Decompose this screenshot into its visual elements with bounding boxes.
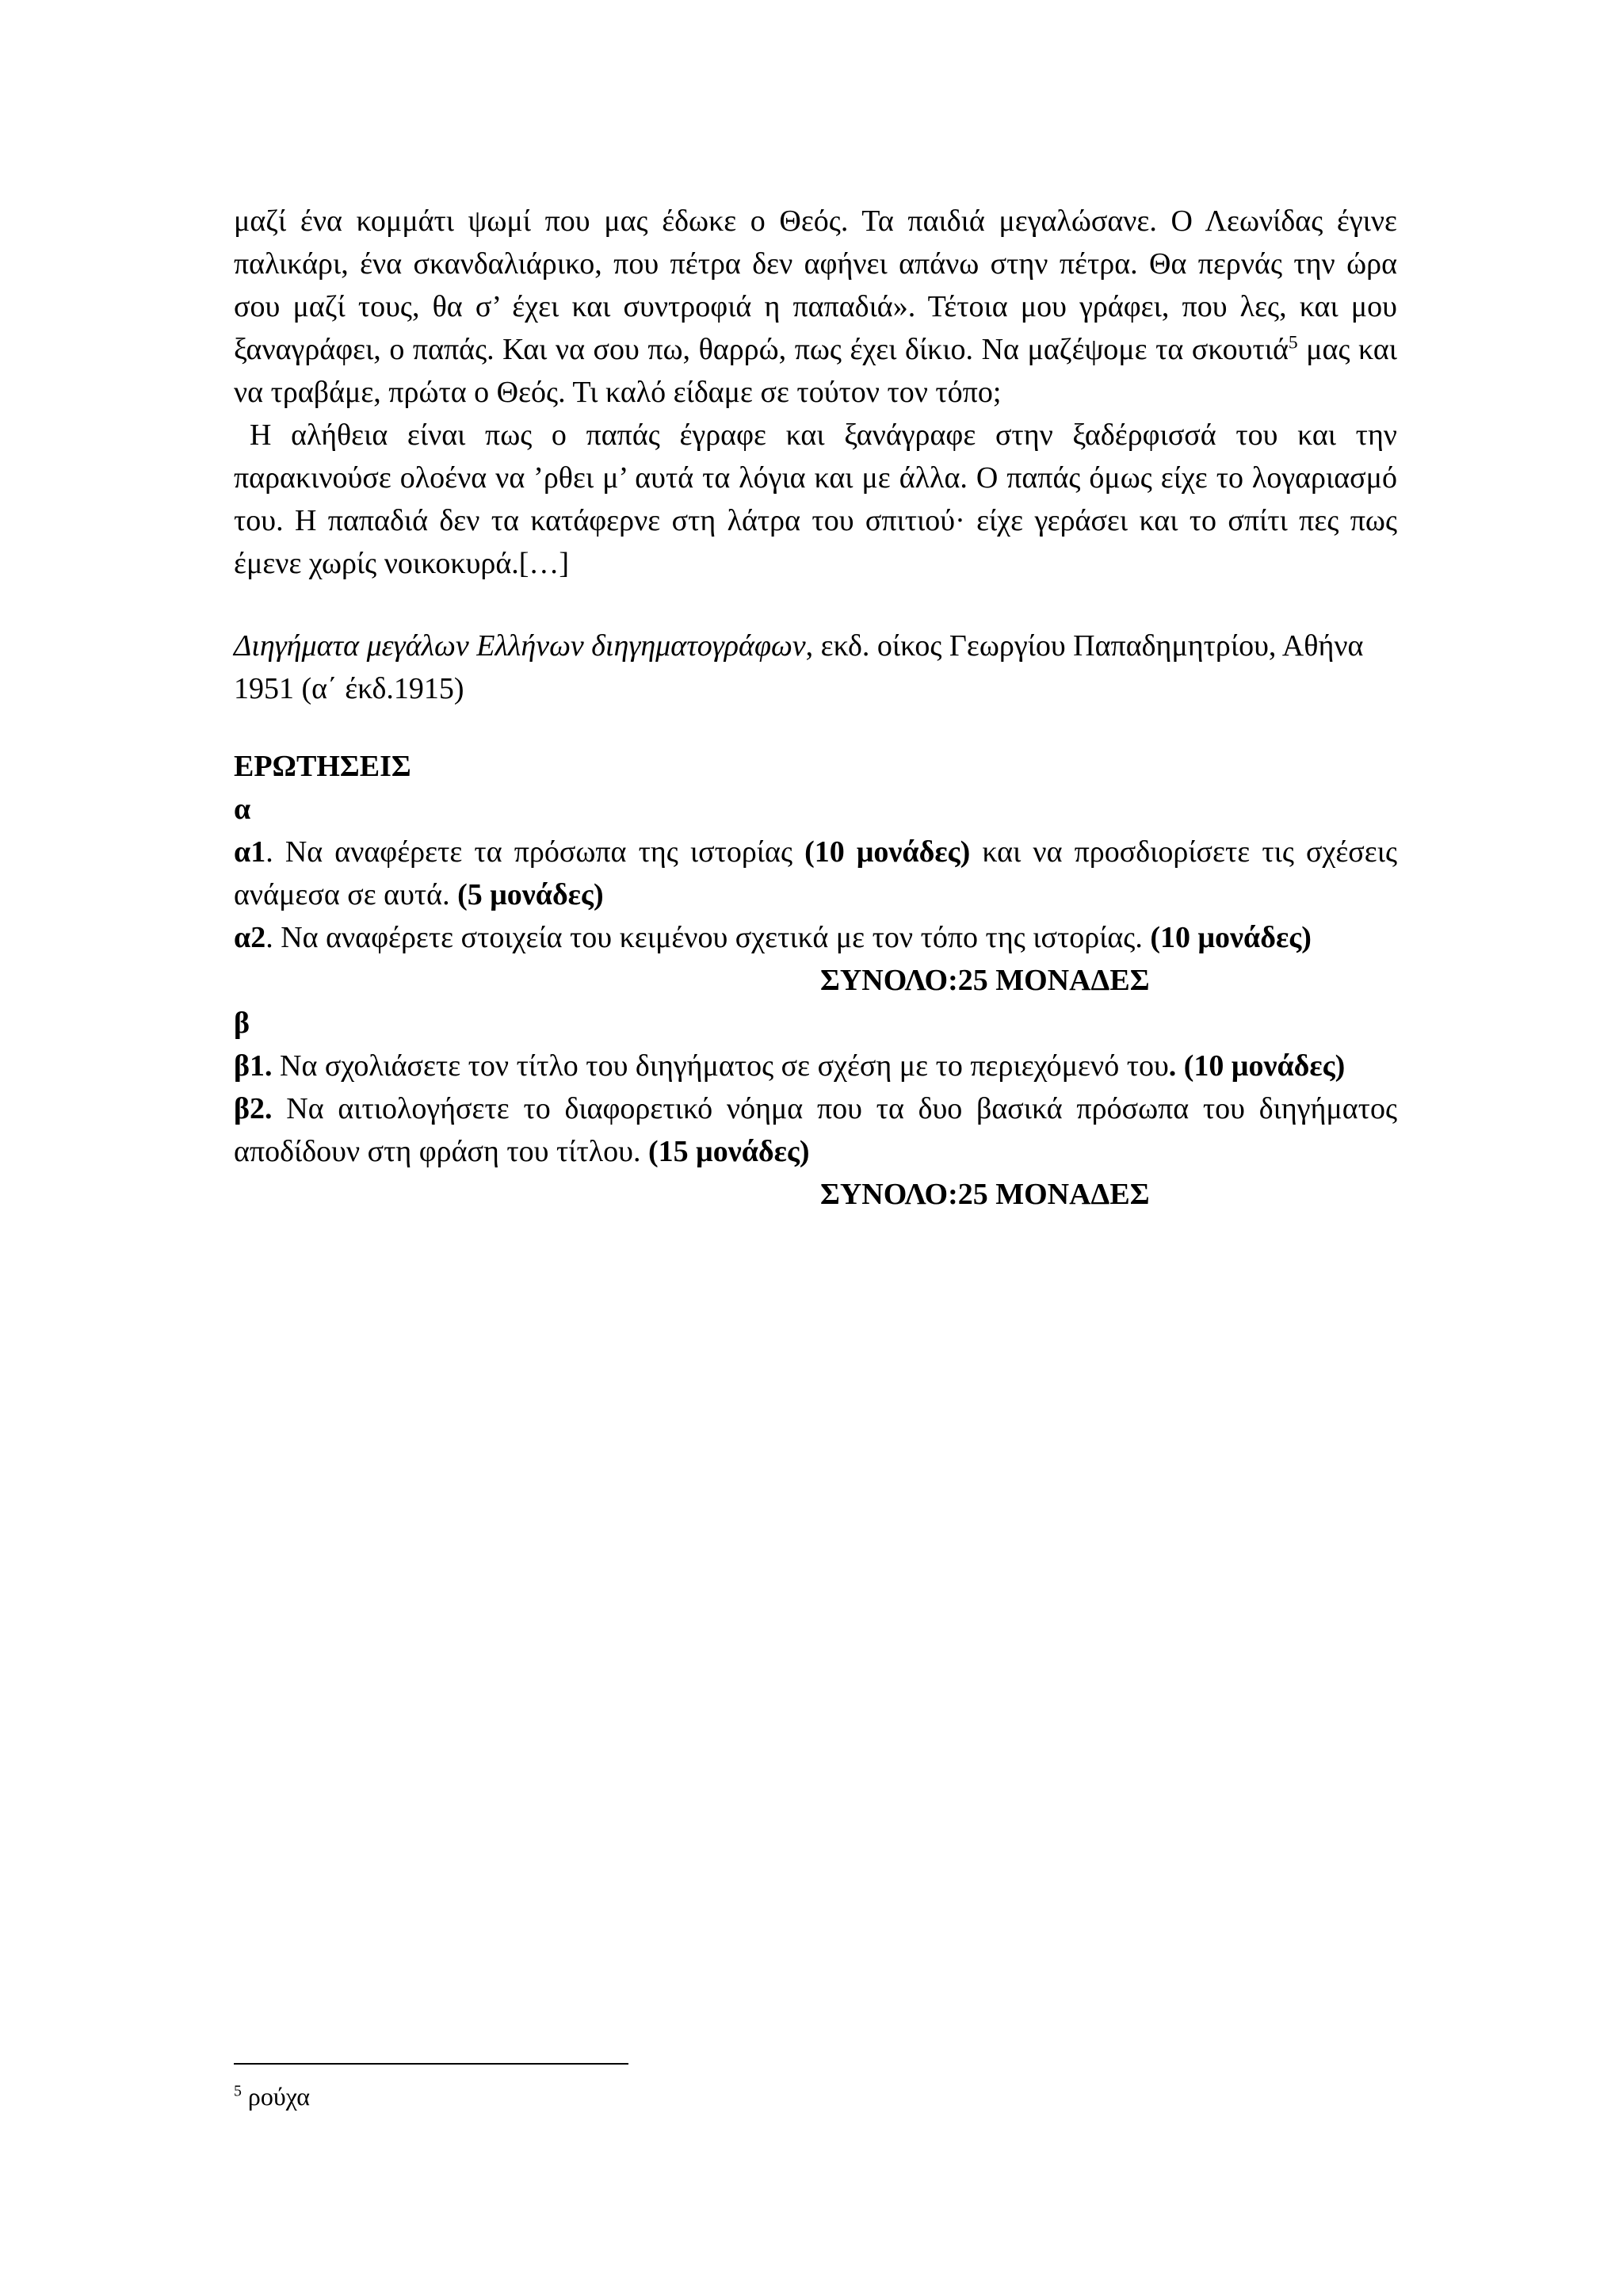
story-text: μαζί ένα κομμάτι ψωμί που μας έδωκε ο Θεός. Τα παιδιά μεγαλώσανε. Ο Λεωνίδας έγινε παλικάρι, ένα σκανδαλιάρικο, που πέτρα δεν αφήνει απάνω στην πέτρα. Θα περνάς την ώρα σου μαζί τους, θα σ’ έχει και συντροφιά η παπαδιά». Τέτοια μου γράφει, που λες, και μου ξαναγράφει, ο παπάς. Και να σου πω, θαρρώ, πως έχει δίκιο. Να μαζέψομε τα σκουτιά bbox=[234, 204, 1397, 366]
question-a2-points: (10 μονάδες) bbox=[1150, 921, 1312, 954]
section-b-label: β bbox=[234, 1007, 250, 1040]
footnote-separator bbox=[234, 2063, 628, 2065]
source-details: , εκδ. οίκος Γεωργίου Παπαδημητρίου, Αθήνα 1951 (α΄ έκδ.1915) bbox=[234, 629, 1364, 705]
footnote-text: ρούχα bbox=[241, 2082, 310, 2111]
story-paragraph-2: Η αλήθεια είναι πως ο παπάς έγραφε και ξανάγραφε στην ξαδέρφισσά του και την παρακινούσε ολοένα να ’ρθει μ’ αυτά τα λόγια και με άλλα. Ο παπάς όμως είχε το λογαριασμό του. Η παπαδιά δεν τα κατάφερνε στη λάτρα του σπιτιού· είχε γεράσει και το σπίτι πες πως έμενε χωρίς νοικοκυρά.[…] bbox=[234, 418, 1397, 580]
question-a1-id: α1 bbox=[234, 835, 266, 869]
question-a1 bbox=[234, 831, 1397, 916]
story-text-continued: μας και να τραβάμε, πρώτα ο Θεός. Τι καλό είδαμε σε τούτον τον τόπο; bbox=[234, 333, 1398, 409]
question-b2-text: Να αιτιολογήσετε το διαφορετικό νόημα που τα δυο βασικά πρόσωπα του διηγήματος αποδίδουν στη φράση του τίτλου. bbox=[234, 1092, 1397, 1168]
question-b2-id: β2. bbox=[234, 1092, 273, 1125]
source-citation bbox=[234, 625, 1397, 710]
footnote-mark: 5 bbox=[234, 2082, 242, 2100]
question-b1 bbox=[234, 1045, 1397, 1087]
story-paragraph-1 bbox=[234, 200, 1397, 414]
source-title: Διηγήματα μεγάλων Ελλήνων διηγηματογράφων bbox=[234, 629, 806, 663]
question-a2 bbox=[234, 916, 1397, 959]
question-b2-points: (15 μονάδες) bbox=[648, 1135, 810, 1168]
question-a2-id: α2 bbox=[234, 921, 266, 954]
page-content bbox=[234, 200, 1397, 1216]
question-b1-text: Να σχολιάσετε τον τίτλο του διηγήματος σε σχέση με το περιεχόμενό του bbox=[272, 1049, 1169, 1083]
footnote bbox=[234, 2080, 310, 2112]
question-b1-id: β1. bbox=[234, 1049, 273, 1083]
section-a-total: ΣΥΝΟΛΟ:25 ΜΟΝΑΔΕΣ bbox=[820, 964, 1150, 997]
section-b-total: ΣΥΝΟΛΟ:25 ΜΟΝΑΔΕΣ bbox=[820, 1178, 1150, 1211]
footnote-reference: 5 bbox=[1288, 332, 1298, 353]
question-b1-points: . (10 μονάδες) bbox=[1168, 1049, 1346, 1083]
questions-heading: ΕΡΩΤΗΣΕΙΣ bbox=[234, 750, 411, 783]
question-b2 bbox=[234, 1087, 1397, 1173]
question-a1-text: . Να αναφέρετε τα πρόσωπα της ιστορίας bbox=[265, 835, 805, 869]
question-a1-points-b: (5 μονάδες) bbox=[457, 878, 604, 911]
section-a-label: α bbox=[234, 793, 251, 826]
question-a1-points: (10 μονάδες) bbox=[804, 835, 971, 869]
question-a2-text: . Να αναφέρετε στοιχεία του κειμένου σχετικά με τον τόπο της ιστορίας. bbox=[265, 921, 1151, 954]
question-a1-text-b: και να προσδιορίσετε τις σχέσεις ανάμεσα σε αυτά. bbox=[234, 835, 1398, 911]
